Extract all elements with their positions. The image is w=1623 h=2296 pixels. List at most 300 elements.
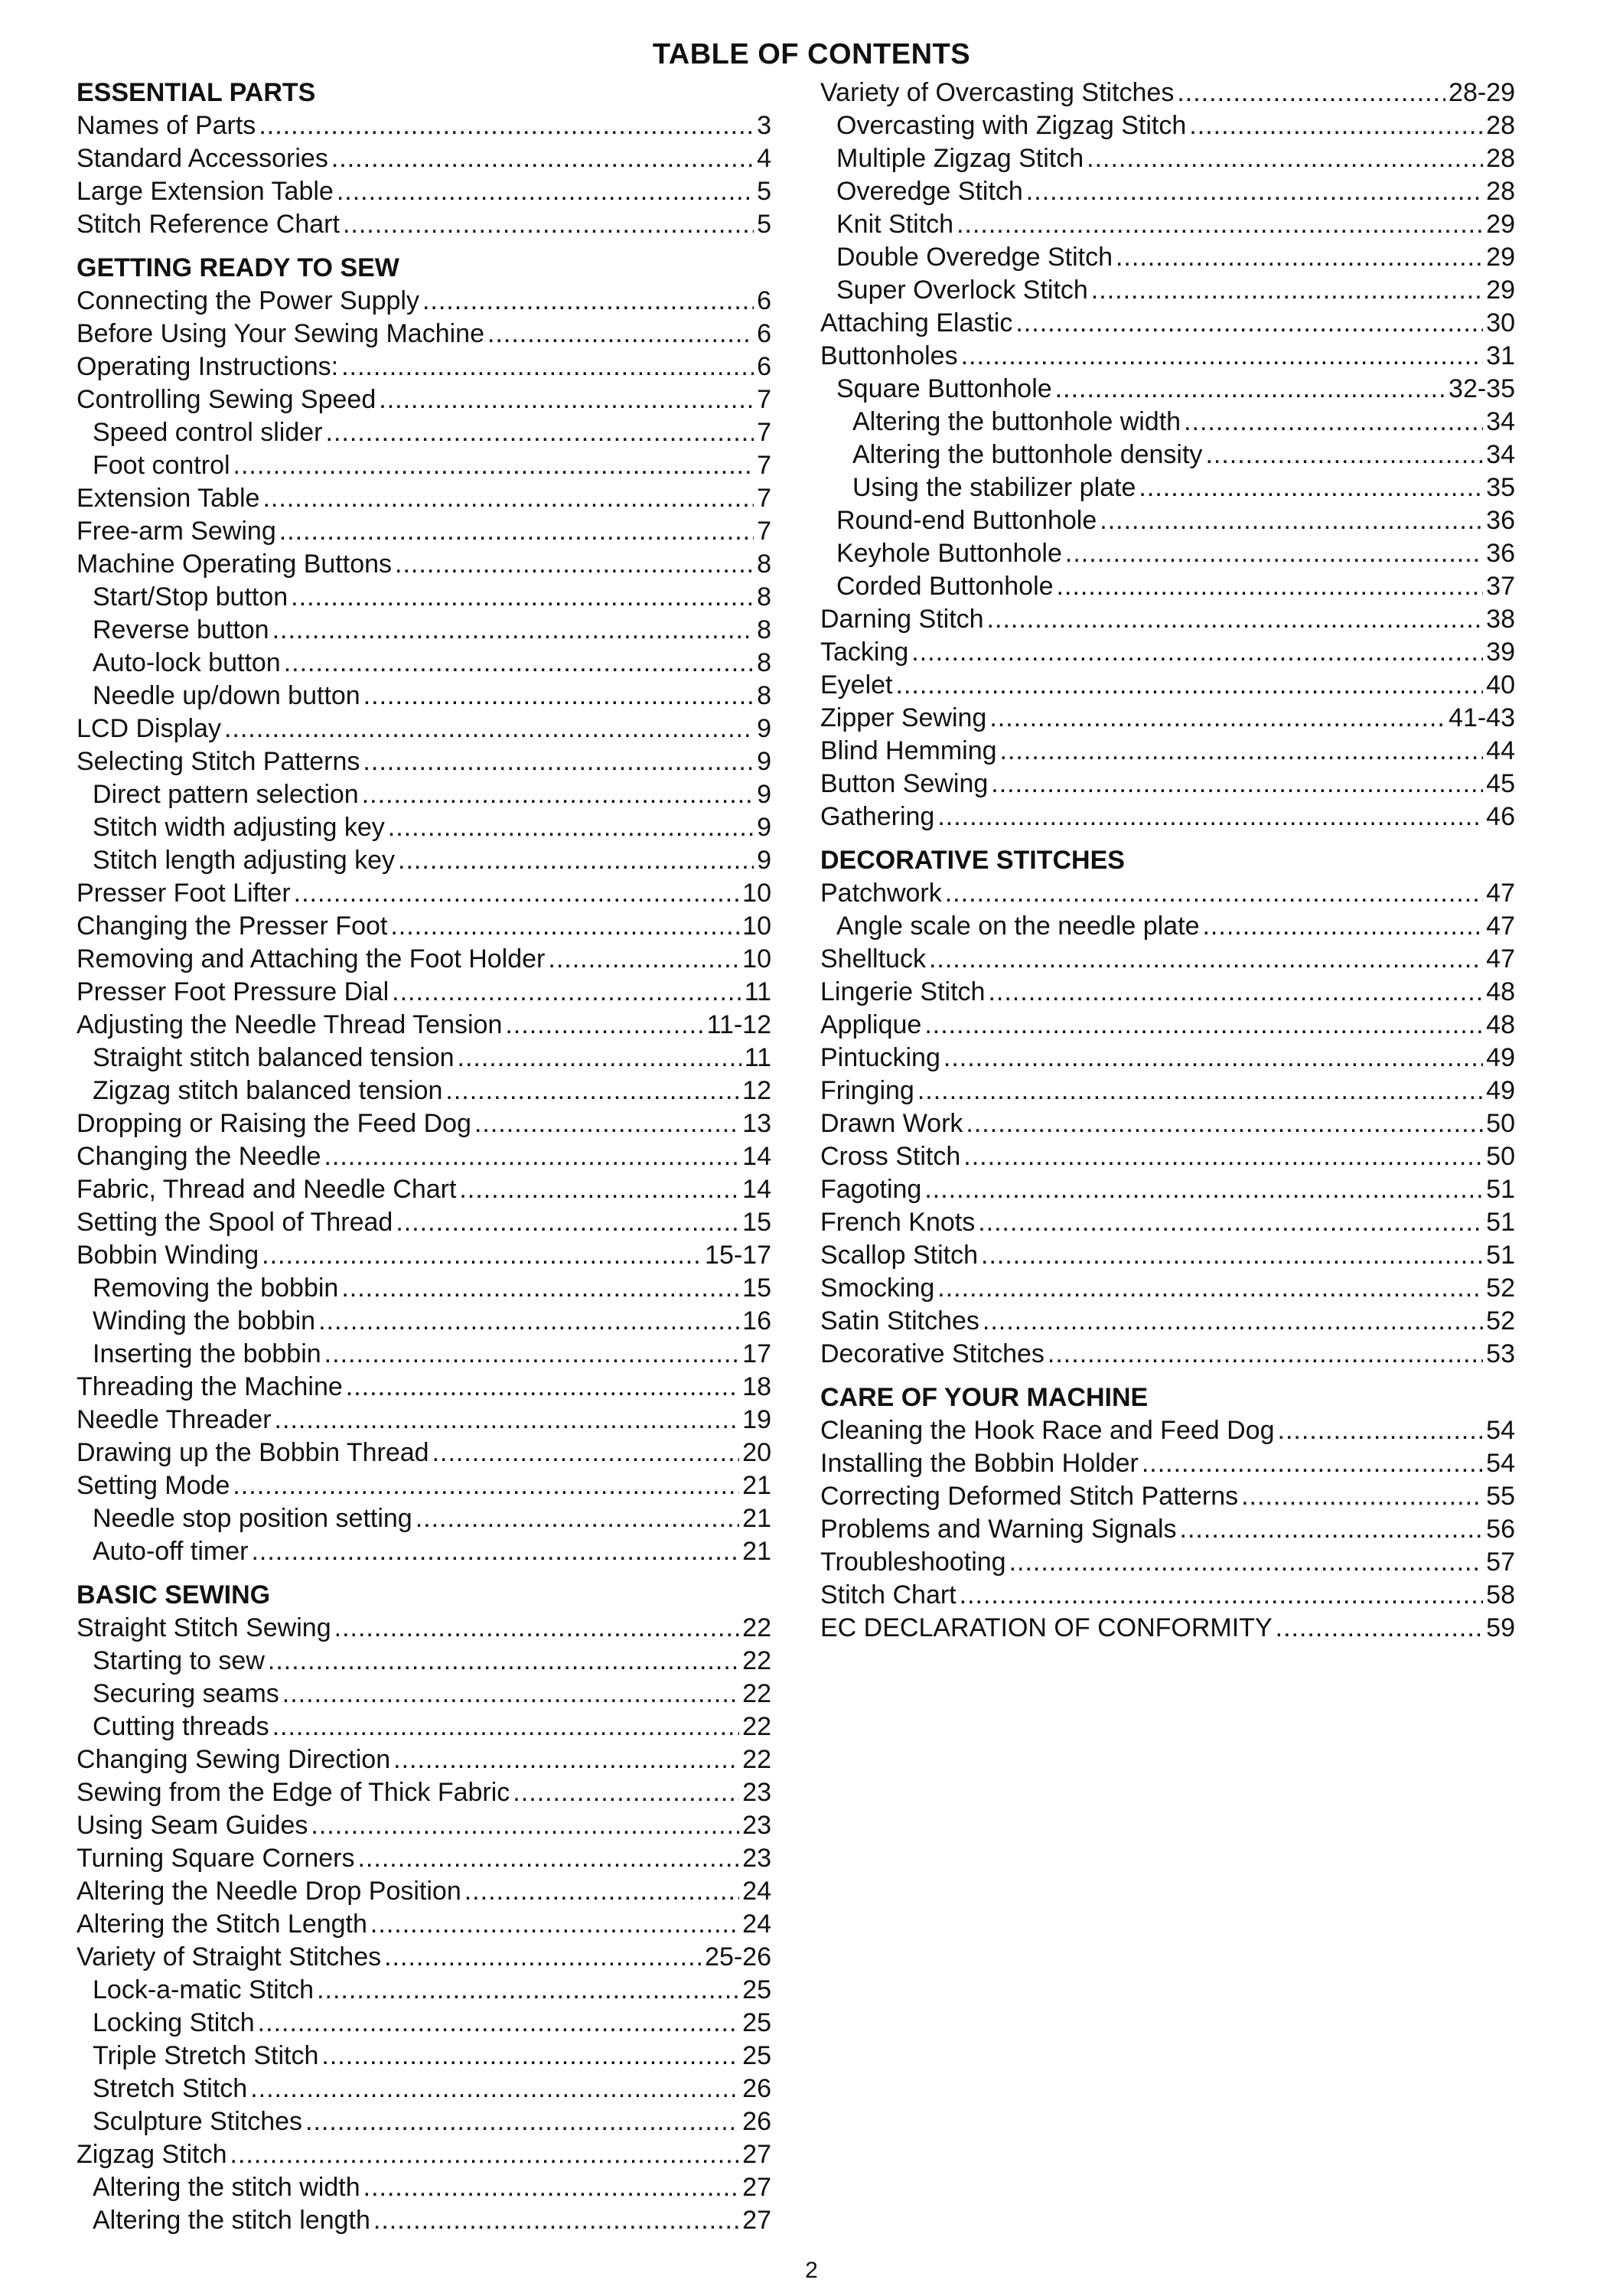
toc-entry-page: 53 — [1486, 1339, 1515, 1368]
toc-entry[interactable] — [77, 285, 771, 318]
toc-entry[interactable] — [77, 713, 771, 745]
toc-entry-page: 8 — [757, 582, 771, 612]
toc-entry-page: 20 — [742, 1438, 771, 1467]
toc-entry[interactable] — [77, 2007, 771, 2040]
dot-leader — [324, 1140, 739, 1173]
toc-entry[interactable] — [820, 1075, 1515, 1107]
dot-leader — [458, 1042, 741, 1075]
dot-leader — [983, 1305, 1483, 1338]
toc-entry[interactable] — [77, 647, 771, 680]
toc-entry-label: Needle Threader — [77, 1405, 272, 1434]
dot-leader — [262, 1239, 702, 1272]
toc-entry-page: 28 — [1486, 144, 1515, 173]
dot-leader — [275, 1404, 740, 1437]
toc-entry[interactable] — [820, 1305, 1515, 1338]
toc-entry-label: Multiple Zigzag Stitch — [836, 144, 1084, 173]
dot-leader — [432, 1437, 740, 1469]
toc-entry[interactable] — [820, 142, 1515, 175]
toc-entry-label: Altering the stitch width — [93, 2173, 360, 2202]
toc-entry[interactable] — [77, 548, 771, 581]
toc-entry[interactable] — [820, 406, 1515, 439]
toc-entry[interactable] — [820, 943, 1515, 976]
toc-entry[interactable] — [77, 109, 771, 142]
toc-entry[interactable] — [77, 1239, 771, 1272]
toc-entry-label: Correcting Deformed Stitch Patterns — [820, 1482, 1239, 1511]
toc-entry-page: 50 — [1486, 1142, 1515, 1171]
toc-entry-page: 45 — [1486, 769, 1515, 798]
toc-entry-label: Drawing up the Bobbin Thread — [77, 1438, 429, 1467]
toc-entry[interactable] — [77, 877, 771, 910]
toc-entry[interactable] — [77, 680, 771, 713]
toc-entry-label: Presser Foot Lifter — [77, 879, 291, 908]
toc-entry[interactable] — [820, 1239, 1515, 1272]
toc-entry-label: Sculpture Stitches — [93, 2107, 303, 2136]
dot-leader — [957, 208, 1483, 241]
toc-entry[interactable] — [820, 603, 1515, 636]
dot-leader — [991, 768, 1483, 801]
toc-entry-label: Corded Buttonhole — [836, 572, 1054, 601]
toc-entry-label: Buttonholes — [820, 341, 958, 370]
toc-entry[interactable] — [820, 570, 1515, 603]
toc-entry-page: 48 — [1486, 977, 1515, 1006]
dot-leader — [305, 2105, 739, 2138]
toc-entry[interactable] — [77, 1107, 771, 1140]
toc-entry-label: Cleaning the Hook Race and Feed Dog — [820, 1416, 1275, 1445]
toc-entry[interactable] — [820, 504, 1515, 537]
dot-leader — [924, 1173, 1483, 1206]
toc-entry[interactable] — [77, 2138, 771, 2171]
toc-entry[interactable] — [77, 1009, 771, 1042]
dot-leader — [1048, 1338, 1483, 1371]
toc-entry[interactable] — [820, 1042, 1515, 1075]
toc-entry-label: Satin Stitches — [820, 1306, 979, 1336]
toc-entry-page: 13 — [742, 1109, 771, 1138]
toc-entry[interactable] — [77, 910, 771, 943]
toc-entry[interactable] — [77, 482, 771, 515]
toc-entry[interactable] — [820, 768, 1515, 801]
toc-entry-label: Stitch length adjusting key — [93, 846, 396, 875]
dot-leader — [388, 811, 754, 844]
toc-entry-label: Stitch Reference Chart — [77, 210, 340, 239]
toc-entry-page: 27 — [742, 2140, 771, 2169]
toc-entry[interactable] — [77, 351, 771, 383]
section-heading-essential-parts: ESSENTIAL PARTS — [77, 78, 316, 107]
toc-entry[interactable] — [820, 208, 1515, 241]
toc-entry-page: 15 — [742, 1208, 771, 1237]
toc-entry[interactable] — [820, 1272, 1515, 1305]
toc-entry-label: Cutting threads — [93, 1712, 269, 1741]
toc-entry-label: Fagoting — [820, 1175, 922, 1204]
dot-leader — [284, 647, 754, 680]
toc-entry-page: 51 — [1486, 1175, 1515, 1204]
toc-entry[interactable] — [820, 702, 1515, 735]
toc-entry[interactable] — [77, 1404, 771, 1437]
toc-entry-label: Square Buttonhole — [836, 374, 1052, 403]
toc-entry-page: 5 — [757, 177, 771, 206]
dot-leader — [1180, 1513, 1484, 1546]
toc-entry[interactable] — [77, 2073, 771, 2105]
toc-entry[interactable] — [820, 241, 1515, 274]
dot-leader — [1278, 1414, 1484, 1447]
toc-entry[interactable] — [77, 778, 771, 811]
toc-entry-label: Zigzag stitch balanced tension — [93, 1076, 443, 1105]
toc-entry-page: 14 — [742, 1175, 771, 1204]
dot-leader — [1091, 274, 1483, 307]
toc-entry[interactable] — [77, 1711, 771, 1743]
dot-leader — [357, 1842, 739, 1875]
toc-entry-page: 47 — [1486, 879, 1515, 908]
toc-entry-label: Cross Stitch — [820, 1142, 961, 1171]
toc-entry-page: 26 — [742, 2074, 771, 2103]
toc-entry-label: Winding the bobbin — [93, 1306, 316, 1336]
dot-leader — [1241, 1480, 1483, 1513]
toc-entry[interactable] — [77, 1875, 771, 1908]
dot-leader — [393, 1743, 739, 1776]
toc-entry[interactable] — [820, 877, 1515, 910]
toc-entry[interactable] — [77, 1140, 771, 1173]
toc-entry-page: 51 — [1486, 1241, 1515, 1270]
toc-entry-page: 29 — [1486, 243, 1515, 272]
toc-entry-label: Changing the Needle — [77, 1142, 321, 1171]
toc-entry[interactable] — [77, 1437, 771, 1469]
toc-entry-label: Tacking — [820, 638, 909, 667]
toc-entry-page: 24 — [742, 1910, 771, 1939]
toc-entry[interactable] — [820, 1480, 1515, 1513]
toc-entry[interactable] — [77, 1371, 771, 1404]
toc-entry-page: 22 — [742, 1679, 771, 1708]
toc-entry-page: 6 — [757, 319, 771, 348]
toc-entry[interactable] — [77, 1612, 771, 1645]
page-number: 2 — [805, 2258, 818, 2283]
toc-entry[interactable] — [820, 1009, 1515, 1042]
dot-leader — [311, 1809, 739, 1842]
toc-entry-page: 32-35 — [1449, 374, 1515, 403]
toc-entry[interactable] — [77, 1042, 771, 1075]
toc-entry[interactable] — [820, 1447, 1515, 1480]
toc-entry-page: 36 — [1486, 539, 1515, 568]
toc-entry-page: 44 — [1486, 736, 1515, 765]
toc-entry[interactable] — [820, 976, 1515, 1009]
dot-leader — [1065, 537, 1483, 570]
dot-leader — [341, 1272, 739, 1305]
toc-entry-page: 54 — [1486, 1416, 1515, 1445]
toc-entry-page: 5 — [757, 210, 771, 239]
toc-entry-label: Button Sewing — [820, 769, 989, 798]
toc-entry[interactable] — [820, 910, 1515, 943]
toc-entry-page: 10 — [742, 912, 771, 941]
toc-entry-label: Auto-lock button — [93, 648, 281, 677]
toc-entry-label: Controlling Sewing Speed — [77, 385, 376, 414]
toc-entry[interactable] — [820, 735, 1515, 768]
toc-entry-page: 10 — [742, 944, 771, 974]
toc-entry-page: 48 — [1486, 1010, 1515, 1039]
dot-leader — [258, 2007, 740, 2040]
toc-entry-page: 28 — [1486, 177, 1515, 206]
toc-entry[interactable] — [820, 1414, 1515, 1447]
toc-entry-label: Changing the Presser Foot — [77, 912, 388, 941]
toc-entry-label: Overcasting with Zigzag Stitch — [836, 111, 1187, 140]
toc-entry[interactable] — [820, 274, 1515, 307]
toc-entry-label: Shelltuck — [820, 944, 926, 974]
toc-entry[interactable] — [77, 416, 771, 449]
toc-entry[interactable] — [820, 1140, 1515, 1173]
toc-entry[interactable] — [820, 537, 1515, 570]
toc-entry[interactable] — [820, 1173, 1515, 1206]
dot-leader — [262, 482, 754, 515]
toc-entry[interactable] — [77, 1645, 771, 1678]
toc-entry-label: Needle stop position setting — [93, 1504, 412, 1533]
toc-entry[interactable] — [820, 471, 1515, 504]
toc-entry-page: 6 — [757, 352, 771, 381]
dot-leader — [233, 449, 754, 482]
dot-leader — [978, 1206, 1483, 1239]
dot-leader — [331, 142, 754, 175]
dot-leader — [1015, 307, 1483, 340]
toc-entry[interactable] — [77, 1173, 771, 1206]
dot-leader — [1026, 175, 1483, 208]
toc-entry[interactable] — [77, 1776, 771, 1809]
dot-leader — [373, 2204, 739, 2237]
dot-leader — [1177, 77, 1445, 109]
dot-leader — [487, 318, 754, 351]
toc-entry-label: Removing and Attaching the Foot Holder — [77, 944, 546, 974]
toc-entry[interactable] — [77, 1502, 771, 1535]
toc-entry-page: 17 — [742, 1339, 771, 1368]
toc-entry[interactable] — [77, 2105, 771, 2138]
toc-entry[interactable] — [77, 745, 771, 778]
toc-entry[interactable] — [820, 109, 1515, 142]
toc-entry[interactable] — [820, 636, 1515, 669]
toc-entry[interactable] — [77, 1842, 771, 1875]
toc-entry-page: 25 — [742, 1975, 771, 2004]
dot-leader — [929, 943, 1483, 976]
toc-entry-page: 15-17 — [705, 1241, 771, 1270]
toc-entry-label: Bobbin Winding — [77, 1241, 259, 1270]
dot-leader — [505, 1009, 703, 1042]
toc-entry-label: Gathering — [820, 802, 935, 831]
toc-entry[interactable] — [77, 515, 771, 548]
toc-entry-page: 23 — [742, 1844, 771, 1873]
toc-entry-label: Connecting the Power Supply — [77, 286, 419, 315]
toc-entry-page: 38 — [1486, 605, 1515, 634]
toc-entry-page: 21 — [742, 1504, 771, 1533]
toc-entry-page: 9 — [757, 780, 771, 809]
dot-leader — [943, 1042, 1483, 1075]
toc-entry-page: 47 — [1486, 912, 1515, 941]
toc-entry-label: Altering the Stitch Length — [77, 1910, 367, 1939]
toc-entry[interactable] — [820, 1513, 1515, 1546]
dot-leader — [960, 1579, 1484, 1612]
section-heading-care-of-your-machine: CARE OF YOUR MACHINE — [820, 1383, 1149, 1412]
toc-entry-label: Threading the Machine — [77, 1372, 343, 1401]
dot-leader — [1055, 373, 1445, 406]
toc-entry[interactable] — [820, 1612, 1515, 1645]
toc-entry[interactable] — [77, 1305, 771, 1338]
toc-entry[interactable] — [77, 449, 771, 482]
toc-entry-label: Patchwork — [820, 879, 942, 908]
dot-leader — [937, 1272, 1483, 1305]
toc-entry[interactable] — [820, 439, 1515, 471]
toc-entry-label: Stitch Chart — [820, 1580, 957, 1609]
toc-entry[interactable] — [820, 1206, 1515, 1239]
toc-entry[interactable] — [77, 175, 771, 208]
dot-leader — [445, 1075, 739, 1107]
section-heading-basic-sewing: BASIC SEWING — [77, 1580, 271, 1609]
toc-entry[interactable] — [820, 801, 1515, 833]
toc-entry-label: Double Overedge Stitch — [836, 243, 1113, 272]
toc-entry-label: Using the stabilizer plate — [852, 473, 1136, 502]
dot-leader — [1100, 504, 1483, 537]
toc-entry[interactable] — [77, 1908, 771, 1941]
toc-entry[interactable] — [77, 614, 771, 647]
toc-entry-label: Round-end Buttonhole — [836, 506, 1097, 535]
toc-entry-label: Pintucking — [820, 1043, 940, 1072]
toc-entry-page: 28-29 — [1449, 78, 1515, 107]
dot-leader — [917, 1075, 1483, 1107]
dot-leader — [337, 175, 754, 208]
toc-entry[interactable] — [77, 1535, 771, 1568]
toc-entry[interactable] — [77, 1272, 771, 1305]
dot-leader — [384, 1941, 702, 1974]
dot-leader — [259, 109, 754, 142]
dot-leader — [989, 702, 1445, 735]
toc-entry-page: 56 — [1486, 1515, 1515, 1544]
toc-entry[interactable] — [77, 943, 771, 976]
toc-entry[interactable] — [820, 340, 1515, 373]
toc-entry-label: Selecting Stitch Patterns — [77, 747, 360, 776]
dot-leader — [318, 1305, 739, 1338]
toc-entry[interactable] — [820, 669, 1515, 702]
toc-entry-label: Fabric, Thread and Needle Chart — [77, 1175, 457, 1204]
toc-entry[interactable] — [820, 1546, 1515, 1579]
toc-entry-page: 9 — [757, 846, 771, 875]
dot-leader — [346, 1371, 739, 1404]
dot-leader — [224, 713, 754, 745]
toc-entry-page: 52 — [1486, 1306, 1515, 1336]
toc-entry[interactable] — [77, 142, 771, 175]
toc-entry-label: Lock-a-matic Stitch — [93, 1975, 314, 2004]
toc-entry[interactable] — [77, 1075, 771, 1107]
toc-entry-label: Reverse button — [93, 615, 269, 644]
toc-entry[interactable] — [77, 1809, 771, 1842]
toc-entry[interactable] — [77, 581, 771, 614]
toc-entry-label: Auto-off timer — [93, 1537, 249, 1566]
toc-entry[interactable] — [77, 976, 771, 1009]
toc-entry-page: 40 — [1486, 670, 1515, 700]
dot-leader — [272, 1711, 740, 1743]
toc-entry[interactable] — [77, 2040, 771, 2073]
toc-entry[interactable] — [77, 2204, 771, 2237]
toc-entry[interactable] — [77, 1338, 771, 1371]
toc-entry[interactable] — [77, 1469, 771, 1502]
toc-entry-label: Troubleshooting — [820, 1548, 1006, 1577]
toc-entry-label: Overedge Stitch — [836, 177, 1023, 206]
toc-entry[interactable] — [820, 175, 1515, 208]
dot-leader — [291, 581, 754, 614]
toc-entry-label: Altering the buttonhole density — [852, 440, 1203, 469]
toc-entry-label: Using Seam Guides — [77, 1811, 308, 1840]
dot-leader — [268, 1645, 739, 1678]
toc-entry-page: 4 — [757, 144, 771, 173]
dot-leader — [464, 1875, 739, 1908]
toc-entry-page: 9 — [757, 714, 771, 743]
toc-entry[interactable] — [77, 2171, 771, 2204]
toc-entry-label: Installing the Bobbin Holder — [820, 1449, 1139, 1478]
toc-entry-page: 41-43 — [1449, 703, 1515, 732]
toc-entry[interactable] — [77, 844, 771, 877]
toc-entry[interactable] — [77, 383, 771, 416]
toc-entry-label: Blind Hemming — [820, 736, 997, 765]
toc-entry-label: Changing Sewing Direction — [77, 1745, 391, 1774]
toc-entry-page: 12 — [742, 1076, 771, 1105]
dot-leader — [343, 208, 754, 241]
toc-entry[interactable] — [820, 1107, 1515, 1140]
toc-entry[interactable] — [820, 373, 1515, 406]
toc-entry-page: 57 — [1486, 1548, 1515, 1577]
toc-entry-page: 36 — [1486, 506, 1515, 535]
dot-leader — [326, 416, 754, 449]
toc-entry-page: 7 — [757, 517, 771, 546]
toc-entry[interactable] — [77, 318, 771, 351]
toc-entry-label: Knit Stitch — [836, 210, 954, 239]
toc-entry[interactable] — [77, 1678, 771, 1711]
toc-entry-label: Presser Foot Pressure Dial — [77, 977, 389, 1006]
toc-entry-label: Scallop Stitch — [820, 1241, 978, 1270]
toc-entry-label: Before Using Your Sewing Machine — [77, 319, 484, 348]
toc-entry-page: 25 — [742, 2041, 771, 2070]
toc-entry-page: 7 — [757, 484, 771, 513]
toc-entry[interactable] — [77, 1743, 771, 1776]
toc-entry[interactable] — [77, 208, 771, 241]
dot-leader — [1116, 241, 1483, 274]
toc-entry-page: 6 — [757, 286, 771, 315]
toc-entry[interactable] — [820, 307, 1515, 340]
page-title: TABLE OF CONTENTS — [652, 38, 971, 70]
toc-entry-page: 14 — [742, 1142, 771, 1171]
toc-entry[interactable] — [77, 1206, 771, 1239]
toc-entry[interactable] — [77, 811, 771, 844]
toc-entry-label: Triple Stretch Stitch — [93, 2041, 319, 2070]
toc-entry-label: Straight stitch balanced tension — [93, 1043, 455, 1072]
toc-entry-page: 23 — [742, 1778, 771, 1807]
toc-entry-page: 50 — [1486, 1109, 1515, 1138]
toc-entry-page: 51 — [1486, 1208, 1515, 1237]
dot-leader — [422, 285, 754, 318]
dot-leader — [945, 877, 1483, 910]
toc-entry-label: Setting Mode — [77, 1471, 230, 1500]
toc-entry[interactable] — [820, 1338, 1515, 1371]
toc-entry[interactable] — [77, 1974, 771, 2007]
dot-leader — [395, 548, 754, 581]
toc-entry-page: 37 — [1486, 572, 1515, 601]
toc-entry-page: 15 — [742, 1274, 771, 1303]
toc-entry-page: 47 — [1486, 944, 1515, 974]
toc-entry-label: Stretch Stitch — [93, 2074, 248, 2103]
toc-entry-page: 23 — [742, 1811, 771, 1840]
toc-entry-label: Stitch width adjusting key — [93, 813, 385, 842]
toc-entry[interactable] — [77, 1941, 771, 1974]
toc-entry[interactable] — [820, 1579, 1515, 1612]
toc-entry-page: 22 — [742, 1646, 771, 1675]
toc-entry-page: 31 — [1486, 341, 1515, 370]
toc-entry[interactable] — [820, 77, 1515, 109]
toc-entry-page: 7 — [757, 418, 771, 447]
toc-entry-label: Dropping or Raising the Feed Dog — [77, 1109, 471, 1138]
dot-leader — [370, 1908, 739, 1941]
dot-leader — [396, 1206, 739, 1239]
toc-entry-page: 25 — [742, 2008, 771, 2037]
toc-entry-page: 30 — [1486, 308, 1515, 338]
